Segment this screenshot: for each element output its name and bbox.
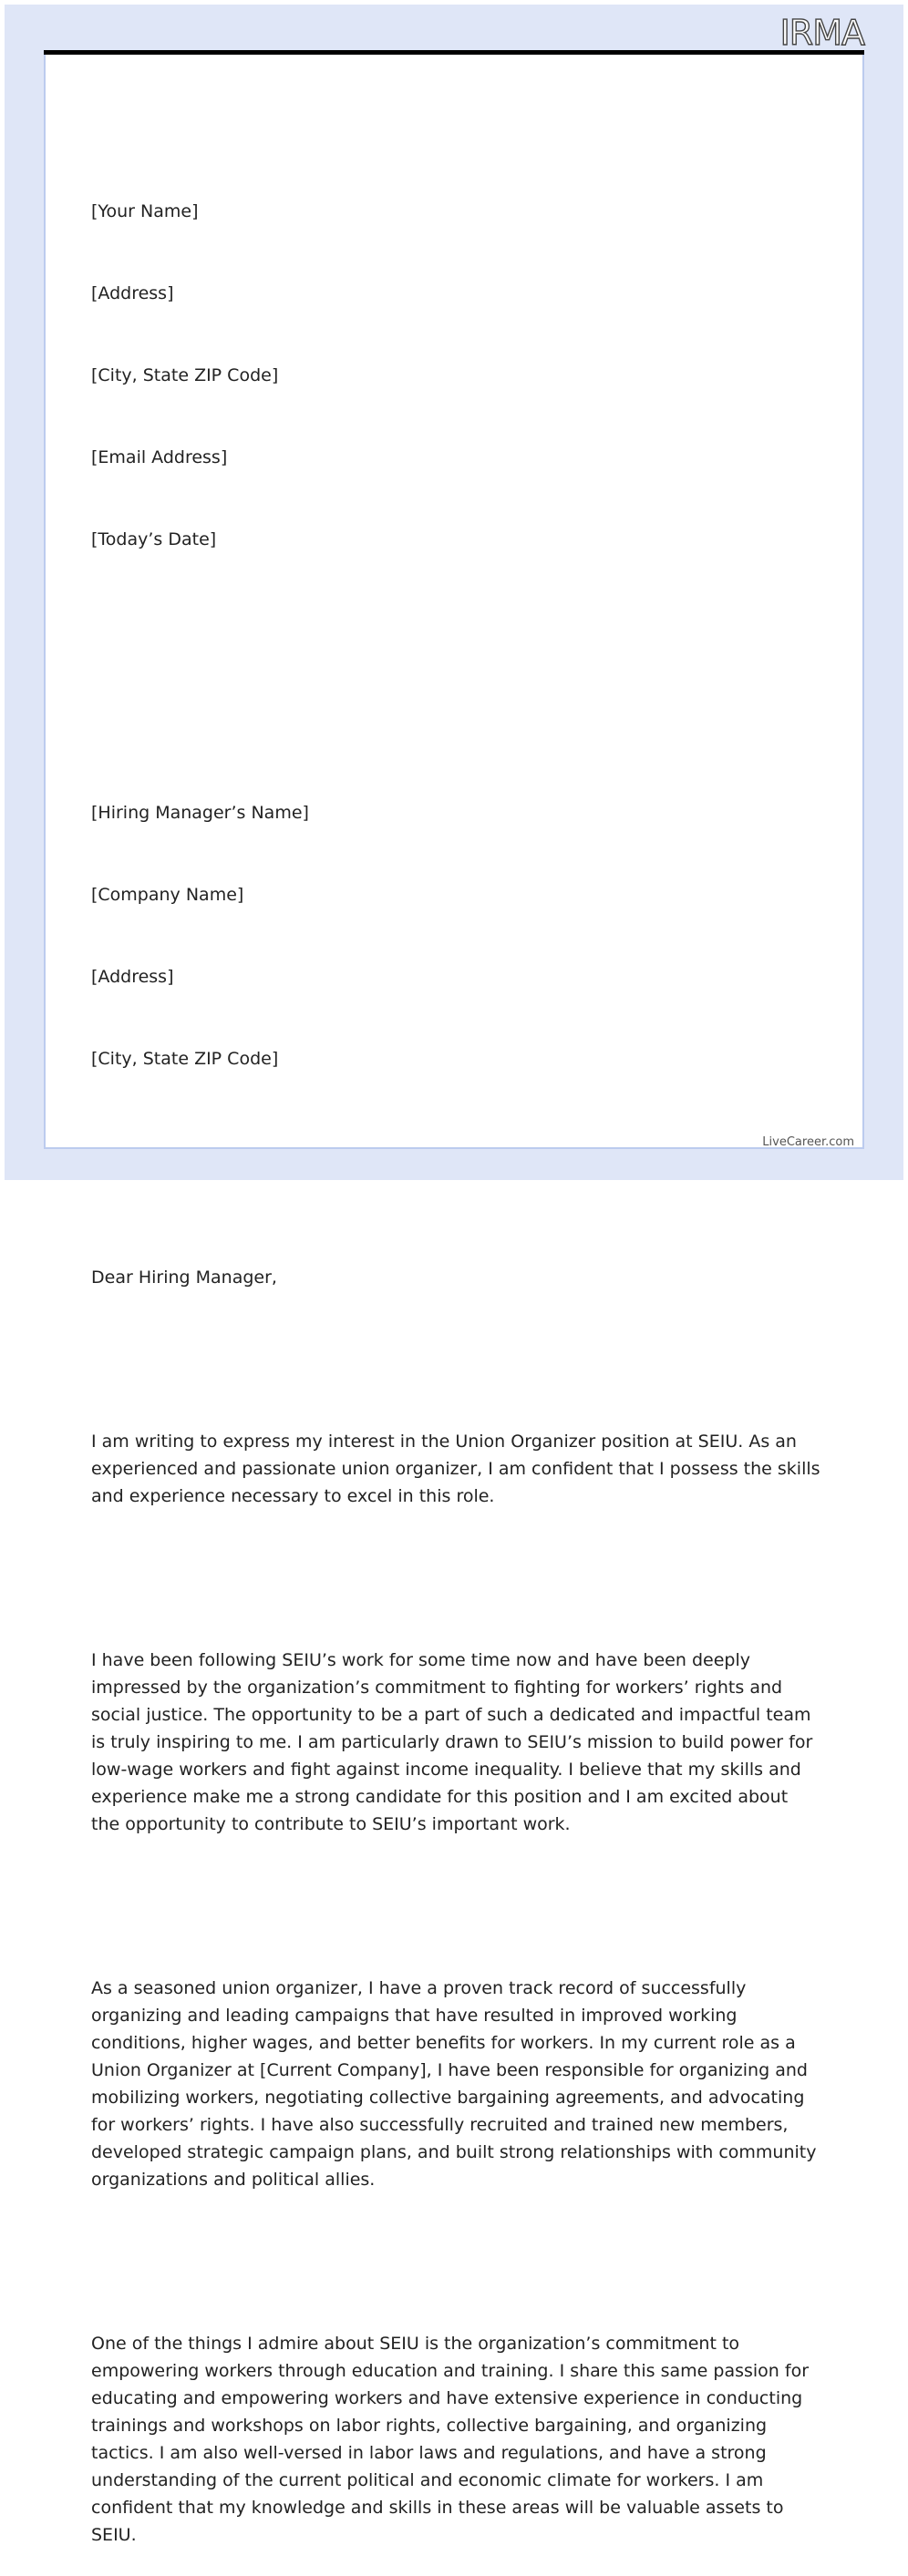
recipient-city-state-zip: [City, State ZIP Code] — [91, 1049, 279, 1069]
body-paragraph: I have been following SEIU’s work for some time now and have been deeply impressed by the organization’s commitment to fighting for workers’ rights and social justice. The opportunity to be a part of such a dedicated and impactful team is truly inspiring to me. I am particularly drawn to SEIU’s mission to build power for low-wage workers and fight against income inequality. I believe that my skills and experience make me a strong candidate for this position and I am excited about the opportunity to contribute to SEIU’s important work. — [91, 1650, 819, 1834]
recipient-name: [Hiring Manager’s Name] — [91, 803, 309, 823]
recipient-address: [Address] — [91, 967, 174, 987]
sender-name: [Your Name] — [91, 201, 199, 221]
recipient-company: [Company Name] — [91, 885, 244, 905]
spacer — [91, 1565, 820, 1592]
recipient-block — [91, 744, 820, 1127]
site-watermark: LiveCareer.com — [762, 1135, 854, 1149]
body-paragraph: As a seasoned union organizer, I have a proven track record of successfully organizing and leading campaigns that have resulted in improved working conditions, higher wages, and better benefits for workers. In my current role as a Union Organizer at [Current Company], I have been responsible for organizing and mobilizing workers, negotiating collective bargaining agreements, and advocating for workers’ rights. I have also successfully recruited and trained new members, developed strategic campaign plans, and built strong relationships with community organizations and political allies. — [91, 1978, 822, 2190]
salutation: Dear Hiring Manager, — [91, 1267, 277, 1288]
header-rule — [44, 50, 864, 55]
cover-letter-body — [91, 88, 826, 2576]
spacer — [91, 1346, 820, 1373]
sender-city-state-zip: [City, State ZIP Code] — [91, 365, 279, 385]
sender-block — [91, 143, 820, 608]
spacer — [91, 1893, 820, 1920]
letter-date: [Today’s Date] — [91, 529, 217, 549]
brand-logo: IRMA — [779, 13, 864, 53]
spacer — [91, 1182, 820, 1209]
sender-address: [Address] — [91, 283, 174, 303]
sender-email: [Email Address] — [91, 447, 228, 467]
body-paragraph: I am writing to express my interest in the Union Organizer position at SEIU. As an experienced and passionate union organizer, I am confident that I possess the skills and experience necessary to excel in this role. — [91, 1432, 826, 1506]
spacer — [91, 662, 820, 690]
body-paragraph: One of the things I admire about SEIU is the organization’s commitment to empowering workers through education and training. I share this same passion for educating and empowering workers and have extensive experience in conducting trainings and workshops on labor rights, collective bargaining, and organizing tactics. I am also well-versed in labor laws and regulations, and have a strong understanding of the current political and economic climate for workers. I am confident that my knowledge and skills in these areas will be valuable assets to SEIU. — [91, 2334, 815, 2545]
spacer — [91, 2248, 820, 2275]
